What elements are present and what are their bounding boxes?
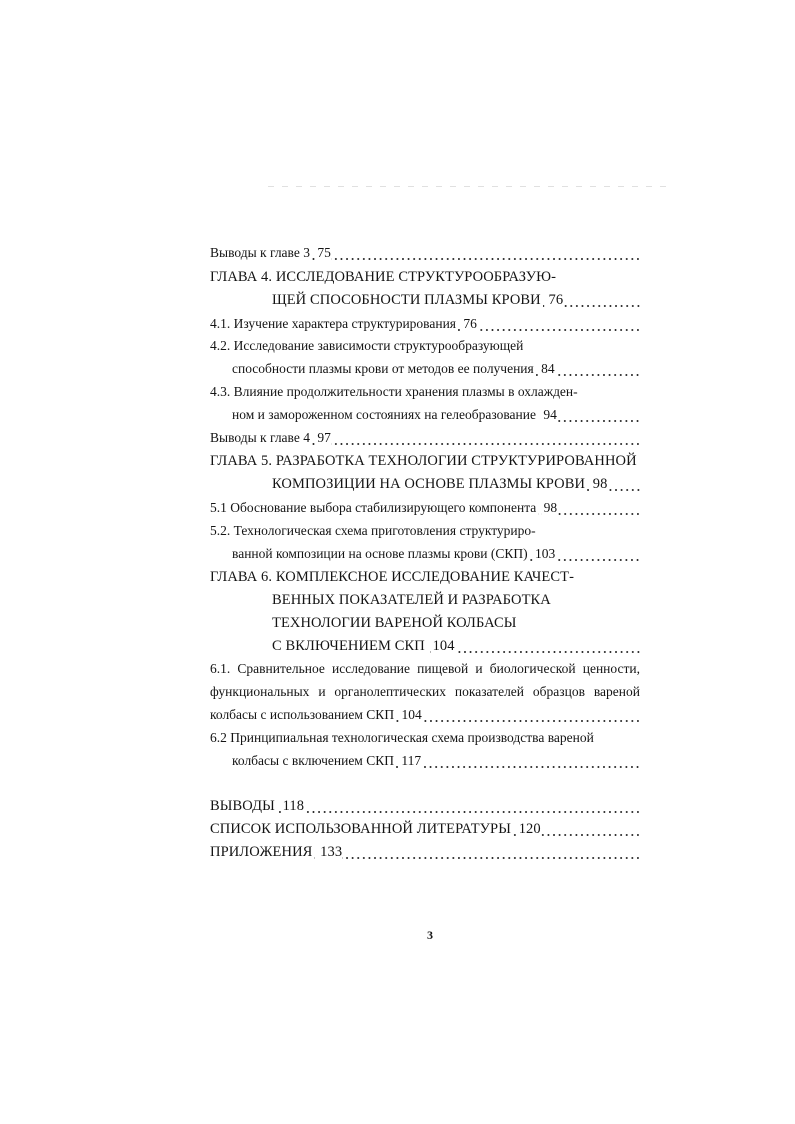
toc-entry-page: 97 (317, 430, 331, 445)
toc-chapter4-heading-cont (272, 289, 642, 311)
toc-entry-title: 5.2. Технологическая схема приготовления структуриро- (210, 523, 536, 538)
toc-entry-6-1-cont (210, 681, 642, 703)
toc-chapter6-heading-cont-2 (272, 612, 642, 634)
toc-entry-4-3-cont (232, 404, 642, 426)
toc-entry-6-1 (210, 658, 642, 680)
toc-entry-title: Выводы к главе 4 (210, 430, 310, 445)
toc-entry-page: 104 (432, 638, 455, 654)
toc-entry-title: Выводы к главе 3 (210, 245, 310, 260)
toc-entry-title: КОМПОЗИЦИИ НА ОСНОВЕ ПЛАЗМЫ КРОВИ (272, 476, 586, 492)
toc-entry-page: 98 (592, 476, 608, 492)
toc-entry-6-2 (210, 727, 642, 749)
toc-entry-4-2 (210, 335, 642, 357)
toc-entry-conclusions-ch3 (210, 242, 642, 264)
toc-entry-page: 76 (463, 316, 477, 331)
toc-entry-title: колбасы с использованием СКП (210, 707, 395, 722)
toc-entry-title: ПРИЛОЖЕНИЯ (210, 844, 313, 860)
toc-entry-references (210, 818, 642, 840)
toc-entry-title: СПИСОК ИСПОЛЬЗОВАННОЙ ЛИТЕРАТУРЫ (210, 821, 511, 837)
toc-entry-title: ВЕННЫХ ПОКАЗАТЕЛЕЙ И РАЗРАБОТКА (272, 592, 551, 608)
toc-entry-appendices (210, 841, 642, 863)
toc-entry-title: ГЛАВА 5. РАЗРАБОТКА ТЕХНОЛОГИИ СТРУКТУРИРОВАННОЙ (210, 453, 637, 469)
toc-entry-title: колбасы с включением СКП (232, 753, 394, 768)
toc-entry-page: 84 (541, 361, 555, 376)
toc-entry-title: 4.1. Изучение характера структурирования (210, 316, 457, 331)
toc-entry-title: ЩЕЙ СПОСОБНОСТИ ПЛАЗМЫ КРОВИ (272, 292, 541, 308)
toc-entry-title: ГЛАВА 4. ИССЛЕДОВАНИЕ СТРУКТУРООБРАЗУЮ- (210, 269, 557, 285)
toc-entry-title: ванной композиции на основе плазмы крови (СКП) (232, 546, 528, 561)
toc-entry-4-2-cont (232, 358, 642, 380)
toc-entry-4-3 (210, 381, 642, 403)
toc-chapter6-heading (210, 566, 642, 588)
toc-entry-conclusions (210, 795, 642, 817)
toc-chapter5-heading (210, 450, 642, 472)
toc-entry-title: способности плазмы крови от методов ее получения (232, 361, 534, 376)
toc-entry-title: 4.3. Влияние продолжительности хранения плазмы в охлажден- (210, 384, 578, 399)
toc-entry-page: 104 (401, 707, 422, 722)
toc-entry-page: 75 (317, 245, 331, 260)
toc-entry-page: 120 (518, 821, 541, 837)
toc-entry-6-2-cont (232, 750, 642, 772)
toc-entry-5-2 (210, 520, 642, 542)
toc-entry-4-1 (210, 313, 642, 335)
toc-entry-page: 118 (282, 798, 305, 814)
toc-entry-5-1 (210, 497, 642, 519)
toc-entry-title: 4.2. Исследование зависимости структурообразующей (210, 338, 524, 353)
toc-entry-page: 94 (543, 407, 557, 422)
toc-entry-page: 98 (543, 500, 558, 515)
toc-entry-page: 103 (535, 546, 556, 561)
page-number: 3 (427, 928, 433, 942)
toc-entry-5-2-cont (232, 543, 642, 565)
toc-chapter6-heading-cont-1 (272, 589, 642, 611)
toc-entry-title: 6.1. Сравнительное исследование пищевой и биологической ценности, (210, 661, 640, 676)
toc-entry-title: функциональных и органолептических показателей образцов вареной (210, 684, 640, 699)
toc-entry-title: ГЛАВА 6. КОМПЛЕКСНОЕ ИССЛЕДОВАНИЕ КАЧЕСТ- (210, 569, 575, 585)
toc-entry-title: ном и замороженном состояниях на гелеобразование (232, 407, 536, 422)
toc-entry-conclusions-ch4 (210, 427, 642, 449)
toc-chapter6-heading-cont-3 (272, 635, 642, 657)
toc-entry-page: 133 (320, 844, 343, 860)
toc-entry-title: ТЕХНОЛОГИИ ВАРЕНОЙ КОЛБАСЫ (272, 615, 517, 631)
toc-entry-page: 76 (548, 292, 564, 308)
toc-entry-6-1-cont-2 (210, 704, 642, 726)
toc-entry-title: 5.1 Обоснование выбора стабилизирующего компонента (210, 500, 537, 515)
toc-chapter4-heading (210, 266, 642, 288)
toc-entry-title: ВЫВОДЫ (210, 798, 275, 814)
toc-entry-title: 6.2 Принципиальная технологическая схема производства вареной (210, 730, 594, 745)
toc-entry-page: 117 (401, 753, 422, 768)
toc-entry-title: С ВКЛЮЧЕНИЕМ СКП (272, 638, 425, 654)
toc-chapter5-heading-cont (272, 473, 642, 495)
